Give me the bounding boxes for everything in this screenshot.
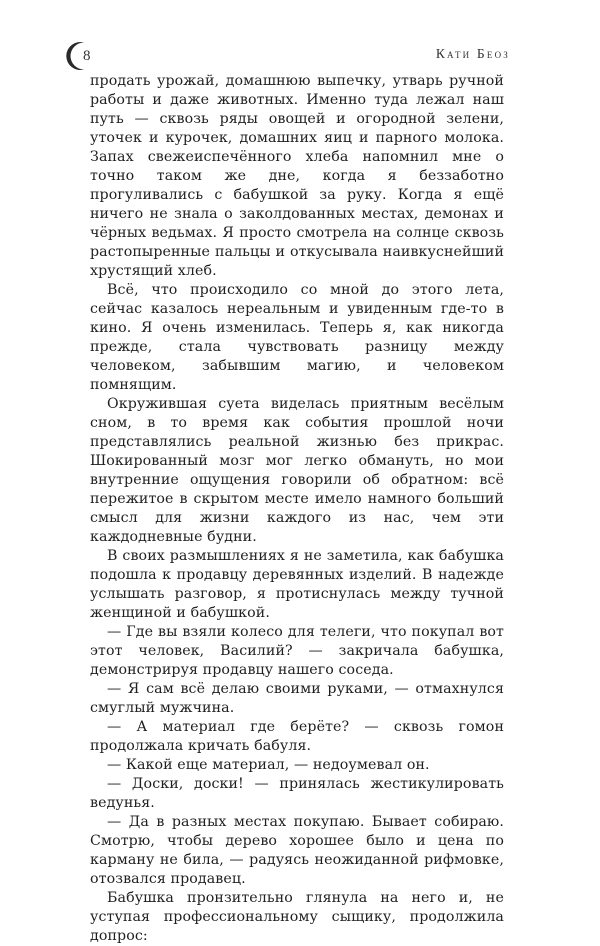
paragraph: Окружившая суета виделась приятным весёлым сном, в то время как события прошлой ночи представлялись реальной жизнью без прикрас. Шокированный мозг мог легко обмануть, но мои внутренние ощущения говорили об обратном: всё пережитое в скрытом месте имело намного больший смысл для жизни каждого из нас, чем эти каждодневные будни. [90, 396, 504, 545]
paragraph: Всё, что происходило со мной до этого лета, сейчас казалось нереальным и увиденным где-то в кино. Я очень изменилась. Теперь я, как никогда прежде, стала чувствовать разницу между человеком, забывшим магию, и человеком помнящим. [90, 282, 504, 393]
dialogue-line: — Какой еще материал, — недоумевал он. [107, 757, 430, 773]
paragraph: В своих размышлениях я не заметила, как бабушка подошла к продавцу деревянных изделий. В надежде услышать разговор, я протиснулась между тучной женщиной и бабушкой. [90, 548, 504, 621]
paragraph: продать урожай, домашнюю выпечку, утварь ручной работы и даже животных. Именно туда лежал наш путь — сквозь ряды овощей и огородной зелени, уточек и курочек, домашних яиц и парного молока. Запах свежеиспечённого хлеба напомнил мне о точно таком же дне, когда я беззаботно прогуливались с бабушкой за руку. Когда я ещё ничего не знала о заколдованных местах, демонах и чёрных ведьмах. Я просто смотрела на солнце сквозь растопыренные пальцы и откусывала наивкуснейший хрустящий хлеб. [90, 73, 504, 279]
dialogue-line: — Я сам всё делаю своими руками, — отмахнулся смуглый мужчина. [90, 681, 504, 716]
body-text [90, 72, 504, 946]
dialogue-line: — Доски, доски! — принялась жестикулировать ведунья. [90, 776, 504, 811]
dialogue-line: — Да в разных местах покупаю. Бывает собираю. Смотрю, чтобы дерево хорошее было и цена по карману не била, — радуясь неожиданной рифмовке, отозвался продавец. [90, 814, 504, 887]
dialogue-line: — Где вы взяли колесо для телеги, что покупал вот этот человек, Василий? — закричала бабушка, демонстрируя продавцу нашего соседа. [90, 624, 504, 678]
page-header [0, 0, 600, 70]
paragraph: Бабушка пронзительно глянула на него и, не уступая профессиональному сыщику, продолжила допрос: [90, 890, 504, 944]
crescent-moon-icon [62, 39, 96, 73]
running-head: Кати Беоз [435, 46, 510, 61]
dialogue-line: — А материал где берёте? — сквозь гомон продолжала кричать бабуля. [90, 719, 504, 754]
page-number: 8 [83, 48, 91, 64]
